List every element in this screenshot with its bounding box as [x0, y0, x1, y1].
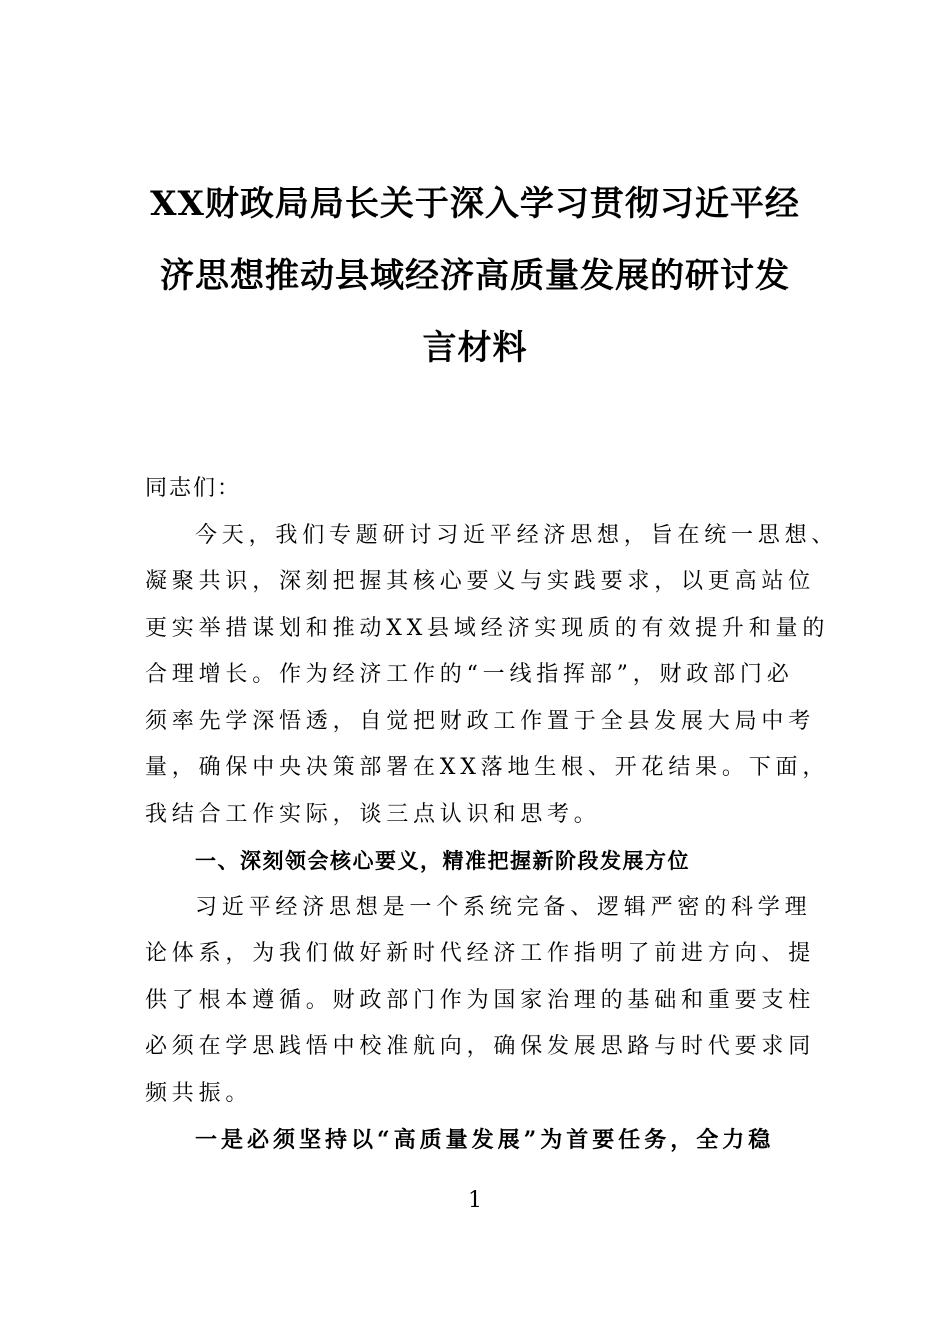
section-heading: 一、深刻领会核心要义，精准把握新阶段发展方位	[195, 849, 690, 873]
section-paragraph-line: 频共振。	[145, 1080, 253, 1106]
section-paragraph-line: 供了根本遵循。财政部门作为国家治理的基础和重要支柱	[145, 987, 816, 1013]
title-line: 言材料	[422, 328, 528, 368]
intro-paragraph-line: 更实举措谋划和推动XX县域经济实现质的有效提升和量的	[145, 615, 830, 641]
document-body	[145, 466, 839, 1164]
section-paragraph-line: 习近平经济思想是一个系统完备、逻辑严密的科学理	[195, 894, 812, 920]
document-title	[140, 168, 810, 384]
section-paragraph-line: 必须在学思践悟中校准航向，确保发展思路与时代要求同	[145, 1034, 816, 1059]
title-line: 济思想推动县域经济高质量发展的研讨发	[160, 256, 790, 296]
intro-paragraph-line: 合理增长。作为经济工作的“一线指挥部”，财政部门必	[145, 662, 794, 687]
intro-paragraph-line: 须率先学深悟透，自觉把财政工作置于全县发展大局中考	[145, 708, 816, 734]
page-number: 1	[468, 1188, 482, 1213]
greeting: 同志们：	[145, 476, 242, 501]
intro-paragraph-line: 今天，我们专题研讨习近平经济思想，旨在统一思想、	[195, 522, 839, 548]
point-lead-line: 一是必须坚持以“高质量发展”为首要任务，全力稳	[195, 1127, 775, 1153]
intro-paragraph-line: 凝聚共识，深刻把握其核心要义与实践要求，以更高站位	[145, 569, 816, 594]
intro-paragraph-line: 量，确保中央决策部署在XX落地生根、开花结果。下面，	[145, 755, 830, 780]
intro-paragraph-line: 我结合工作实际，谈三点认识和思考。	[145, 801, 601, 827]
title-line: XX财政局局长关于深入学习贯彻习近平经	[150, 184, 800, 224]
section-paragraph-line: 论体系，为我们做好新时代经济工作指明了前进方向、提	[145, 941, 816, 966]
